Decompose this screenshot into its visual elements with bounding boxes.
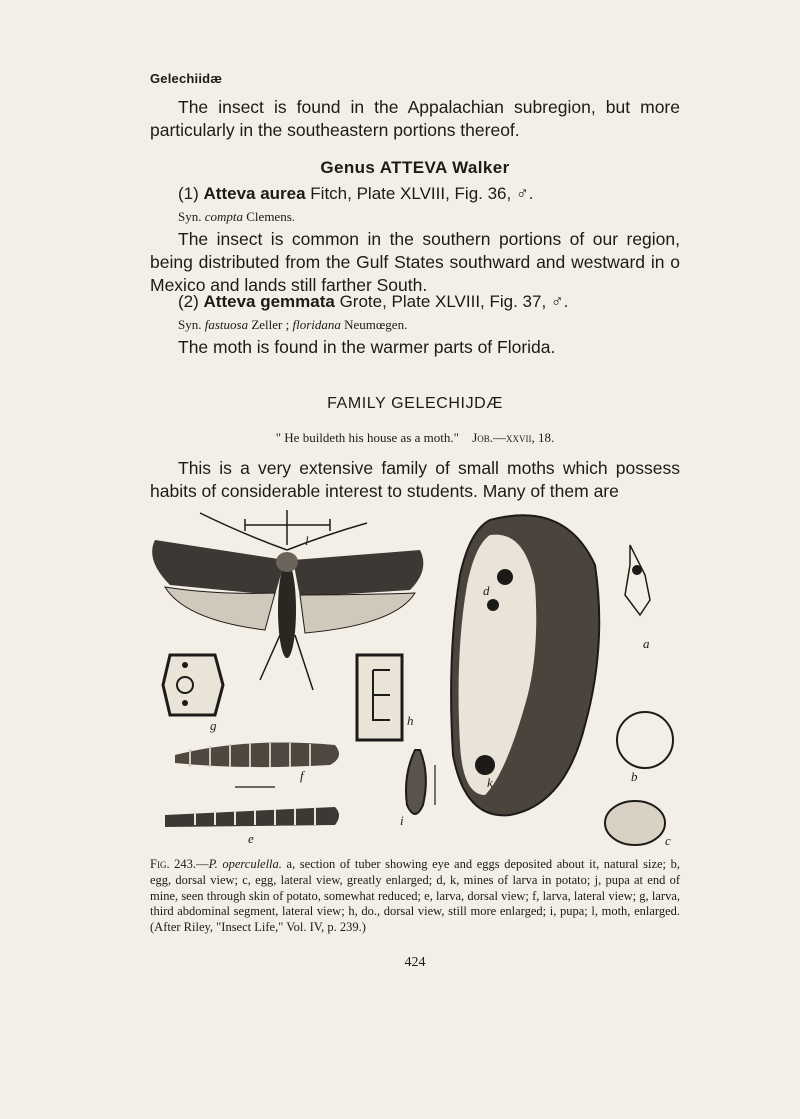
- figure-label: b: [631, 769, 638, 784]
- species-2-paragraph: The moth is found in the warmer parts of Florida.: [178, 337, 556, 357]
- species-reference: Fitch, Plate XLVIII, Fig. 36, ♂.: [305, 184, 534, 203]
- caption-text: a, section of tuber showing eye and eggs deposited about it, natural size; b, egg, dorsal view; c, egg, lateral view, greatly enlarged; d, k, mines of larva in potato; j, pupa at end of mine, seen through skin of potato, somewhat reduced; e, larva, dorsal view; f, larva, lateral view; g, larva, third abdominal segment, lateral view; h, do., dorsal view, still more enlarged; i, pupa; l, moth, enlarged. (After Riley, "Insect Life," Vol. IV, p. 239.): [150, 857, 680, 935]
- genus-heading: Genus ATTEVA Walker: [320, 158, 510, 177]
- larva-segment-dorsal: [357, 655, 402, 740]
- synonymy-2: Syn. fastuosa Zeller ; floridana Neumœgen.: [178, 317, 408, 332]
- figure-label: a: [643, 636, 650, 651]
- epigraph: [150, 430, 680, 446]
- figure-label: i: [400, 813, 404, 828]
- family-paragraph: This is a very extensive family of small moths which possess habits of considerable interest to students. Many of them are: [150, 458, 680, 501]
- epigraph-source: Job.—xxvii, 18.: [472, 430, 555, 445]
- larva-lateral: [175, 743, 339, 768]
- potato-tuber-section: [451, 515, 599, 815]
- figure-label: g: [210, 718, 217, 733]
- species-name: Atteva gemmata: [203, 292, 335, 311]
- figure-number: Fig. 243.: [150, 857, 197, 871]
- figure-label: c: [665, 833, 671, 848]
- intro-paragraph: The insect is found in the Appalachian subregion, but more particularly in the southeastern portions thereof.: [150, 97, 680, 140]
- larva-segment-lateral: [163, 655, 223, 715]
- species-number: (2): [178, 292, 199, 311]
- figure-caption: Fig. 243.—P. operculella. a, section of tuber showing eye and eggs deposited about it, natural size; b, egg, dorsal view; c, egg, lateral view, greatly enlarged; d, k, mines of larva in potato; j, pupa at end of mine, seen through skin of potato, somewhat reduced; e, larva, dorsal view; f, larva, lateral view; g, larva, third abdominal segment, lateral view; h, do., dorsal view, still more enlarged; i, pupa; l, moth, enlarged. (After Riley, "Insect Life," Vol. IV, p. 239.): [150, 857, 680, 935]
- figure-label: e: [248, 831, 254, 846]
- synonym-name: compta: [204, 209, 244, 224]
- pupa: [406, 750, 435, 814]
- figure-label: k: [487, 775, 493, 790]
- figure-label: d: [483, 583, 490, 598]
- figure-label: l: [305, 533, 309, 548]
- egg-lateral: [605, 801, 665, 845]
- figure-label: h: [407, 713, 414, 728]
- synonym-name: fastuosa: [204, 317, 249, 332]
- species-name: Atteva aurea: [203, 184, 306, 203]
- figure-illustration: [145, 505, 685, 855]
- egg-dorsal: [617, 712, 673, 768]
- synonymy-1: Syn. compta Clemens.: [178, 209, 296, 224]
- species-1-paragraph: The insect is common in the southern portions of our region, being distributed from the Gulf States southward and westward in o Mexico and lands still farther South.: [150, 229, 680, 295]
- family-heading: FAMILY GELECHIJDÆ: [327, 395, 503, 412]
- larva-dorsal: [165, 807, 339, 827]
- species-reference: Grote, Plate XLVIII, Fig. 37, ♂.: [334, 292, 569, 311]
- species-entry-1: [178, 184, 533, 204]
- epigraph-quote: " He buildeth his house as a moth.": [275, 430, 459, 445]
- running-head: Gelechiidæ: [150, 71, 223, 86]
- pupa-at-mine: [625, 545, 650, 615]
- synonym-name: floridana: [292, 317, 341, 332]
- species-number: (1): [178, 184, 199, 203]
- figure-species: P. operculella.: [208, 857, 282, 871]
- species-entry-2: [178, 292, 568, 312]
- figure-label: f: [300, 768, 304, 783]
- page-number: 424: [404, 955, 426, 970]
